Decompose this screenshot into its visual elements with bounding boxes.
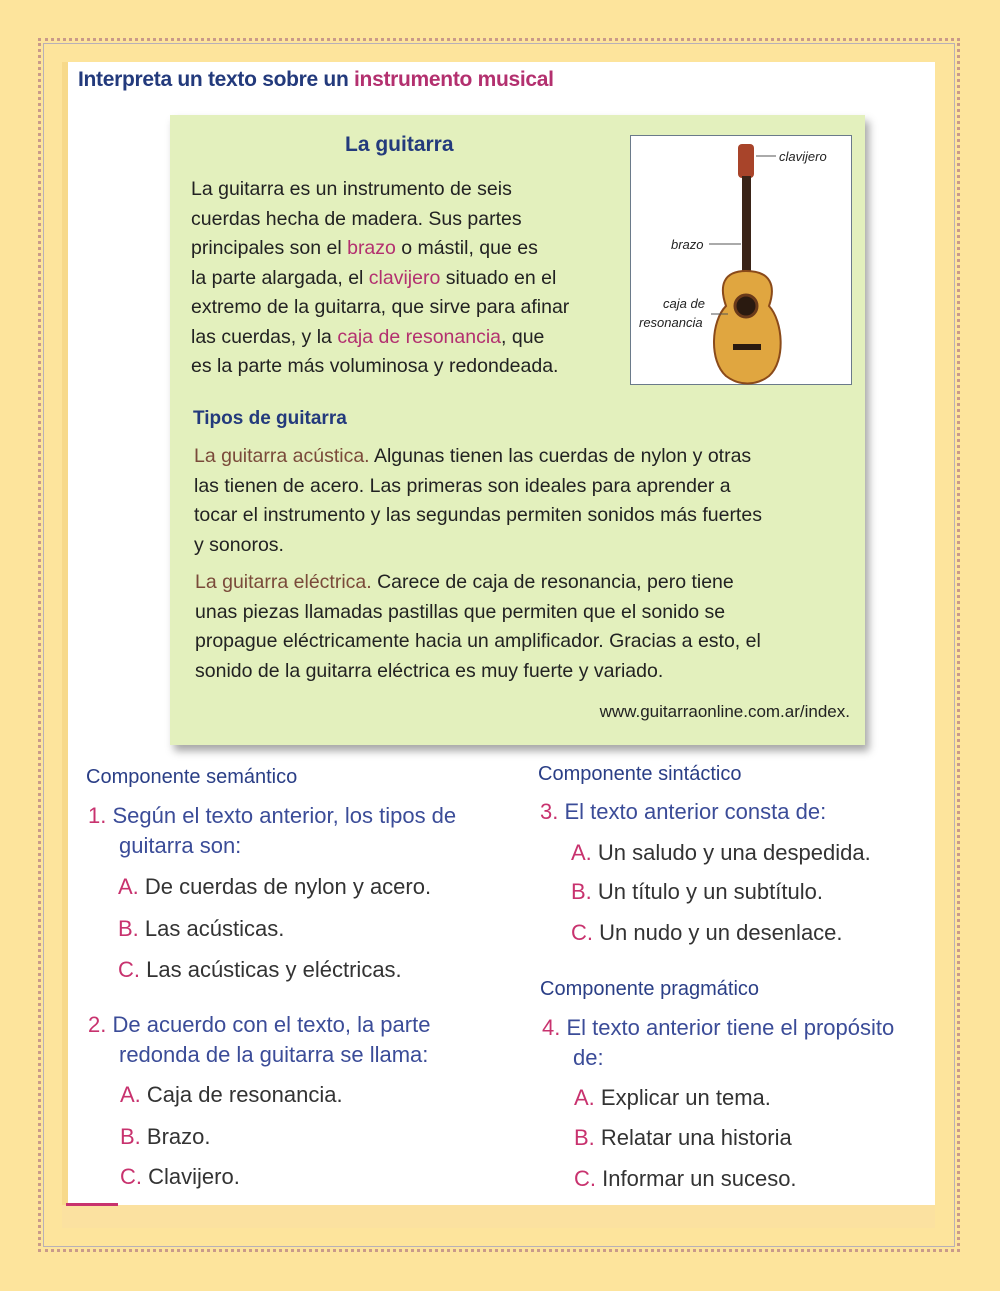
question-number: 1.: [88, 803, 107, 828]
line: La guitarra es un instrumento de seis: [191, 178, 512, 200]
guitar-image: [630, 135, 852, 385]
option-1c[interactable]: [118, 957, 402, 983]
option-text: Un título y un subtítulo.: [597, 879, 823, 904]
option-text: Un saludo y una despedida.: [597, 840, 871, 865]
question-text: El texto anterior consta de:: [564, 799, 827, 824]
keyword: brazo: [347, 237, 396, 259]
reading-title: La guitarra: [345, 133, 454, 156]
option-text: Relatar una historia: [600, 1125, 792, 1150]
option-text: Un nudo y un desenlace.: [599, 920, 843, 945]
question-2: [88, 1010, 430, 1070]
line: la parte alargada, el: [191, 266, 369, 289]
option-text: Brazo.: [146, 1124, 211, 1149]
question-1: [88, 801, 456, 861]
option-3b[interactable]: [571, 879, 823, 905]
option-text: Las acústicas y eléctricas.: [146, 957, 402, 982]
option-letter: C.: [118, 957, 140, 982]
option-2c[interactable]: [120, 1164, 240, 1190]
option-letter: A.: [118, 874, 139, 899]
question-number: 4.: [542, 1015, 561, 1040]
question-number: 3.: [540, 799, 559, 824]
title-highlight: instrumento musical: [354, 68, 554, 91]
option-text: Clavijero.: [148, 1164, 240, 1189]
question-text: De acuerdo con el texto, la parte: [112, 1012, 431, 1037]
question-number: 2.: [88, 1012, 107, 1037]
line: extremo de la guitarra, que sirve para afinar: [191, 296, 570, 318]
bottom-band: [62, 1205, 935, 1228]
heading-sintactico: Componente sintáctico: [538, 763, 742, 785]
question-text: de:: [573, 1045, 604, 1070]
question-3: [540, 797, 826, 827]
line: y sonoros.: [194, 533, 284, 556]
option-letter: B.: [571, 879, 592, 904]
heading-semantico: Componente semántico: [86, 766, 298, 788]
label-resonancia: resonancia: [639, 315, 703, 330]
line: Carece de caja de resonancia, pero tiene: [371, 571, 734, 593]
line: tocar el instrumento y las segundas permiten sonidos más fuertes: [194, 504, 762, 526]
option-letter: C.: [120, 1164, 142, 1189]
label-caja: caja de: [663, 296, 705, 311]
line: , que: [501, 325, 545, 348]
line: Algunas tienen las cuerdas de nylon y otras: [369, 445, 752, 467]
option-text: Las acústicas.: [144, 916, 285, 941]
source-url: www.guitarraonline.com.ar/index.: [599, 702, 850, 721]
label-clavijero: clavijero: [779, 149, 827, 164]
question-text: redonda de la guitarra se llama:: [119, 1042, 429, 1067]
reading-subtitle: Tipos de guitarra: [193, 408, 347, 429]
heading-pragmatico: Componente pragmático: [540, 978, 760, 1000]
option-1a[interactable]: [118, 874, 431, 900]
guitar-icon: [631, 136, 853, 386]
option-3c[interactable]: [571, 920, 843, 946]
question-text: El texto anterior tiene el propósito: [566, 1015, 895, 1040]
keyword: caja de resonancia: [337, 325, 502, 348]
line: o mástil, que es: [395, 237, 538, 259]
option-2b[interactable]: [120, 1124, 211, 1150]
option-letter: C.: [574, 1166, 596, 1191]
option-2a[interactable]: [120, 1082, 343, 1108]
option-text: De cuerdas de nylon y acero.: [144, 874, 432, 899]
term: La guitarra eléctrica.: [195, 571, 372, 593]
question-text: Según el texto anterior, los tipos de: [112, 803, 457, 828]
option-letter: A.: [120, 1082, 141, 1107]
option-3a[interactable]: [571, 840, 871, 866]
label-brazo: brazo: [671, 237, 704, 252]
electric-paragraph: [195, 568, 761, 686]
option-letter: A.: [574, 1085, 595, 1110]
option-letter: B.: [120, 1124, 141, 1149]
option-letter: A.: [571, 840, 592, 865]
term: La guitarra acústica.: [194, 445, 370, 467]
line: sonido de la guitarra eléctrica es muy fuerte y variado.: [195, 659, 664, 682]
line: unas piezas llamadas pastillas que permiten que el sonido se: [195, 600, 726, 623]
line: principales son el: [191, 237, 348, 259]
page-title: [78, 68, 554, 92]
acoustic-paragraph: [194, 442, 762, 560]
option-4b[interactable]: [574, 1125, 792, 1151]
question-4: [542, 1013, 935, 1073]
option-4c[interactable]: [574, 1166, 797, 1192]
line: situado en el: [440, 266, 557, 289]
option-4a[interactable]: [574, 1085, 771, 1111]
option-1b[interactable]: [118, 916, 284, 942]
line: propague eléctricamente hacia un amplificador. Gracias a esto, el: [195, 630, 761, 652]
question-text: guitarra son:: [119, 833, 242, 858]
option-text: Explicar un tema.: [600, 1085, 771, 1110]
keyword: clavijero: [368, 266, 441, 289]
option-text: Informar un suceso.: [602, 1166, 797, 1191]
line: las cuerdas, y la: [191, 325, 338, 348]
title-text: Interpreta un texto sobre un: [78, 68, 355, 91]
option-letter: C.: [571, 920, 593, 945]
line: cuerdas hecha de madera. Sus partes: [191, 207, 522, 230]
line: es la parte más voluminosa y redondeada.: [191, 355, 559, 377]
option-text: Caja de resonancia.: [146, 1082, 343, 1107]
option-letter: B.: [118, 916, 139, 941]
option-letter: B.: [574, 1125, 595, 1150]
line: las tienen de acero. Las primeras son ideales para aprender a: [194, 474, 731, 497]
accent-line: [66, 1203, 118, 1206]
intro-paragraph: [191, 175, 569, 382]
